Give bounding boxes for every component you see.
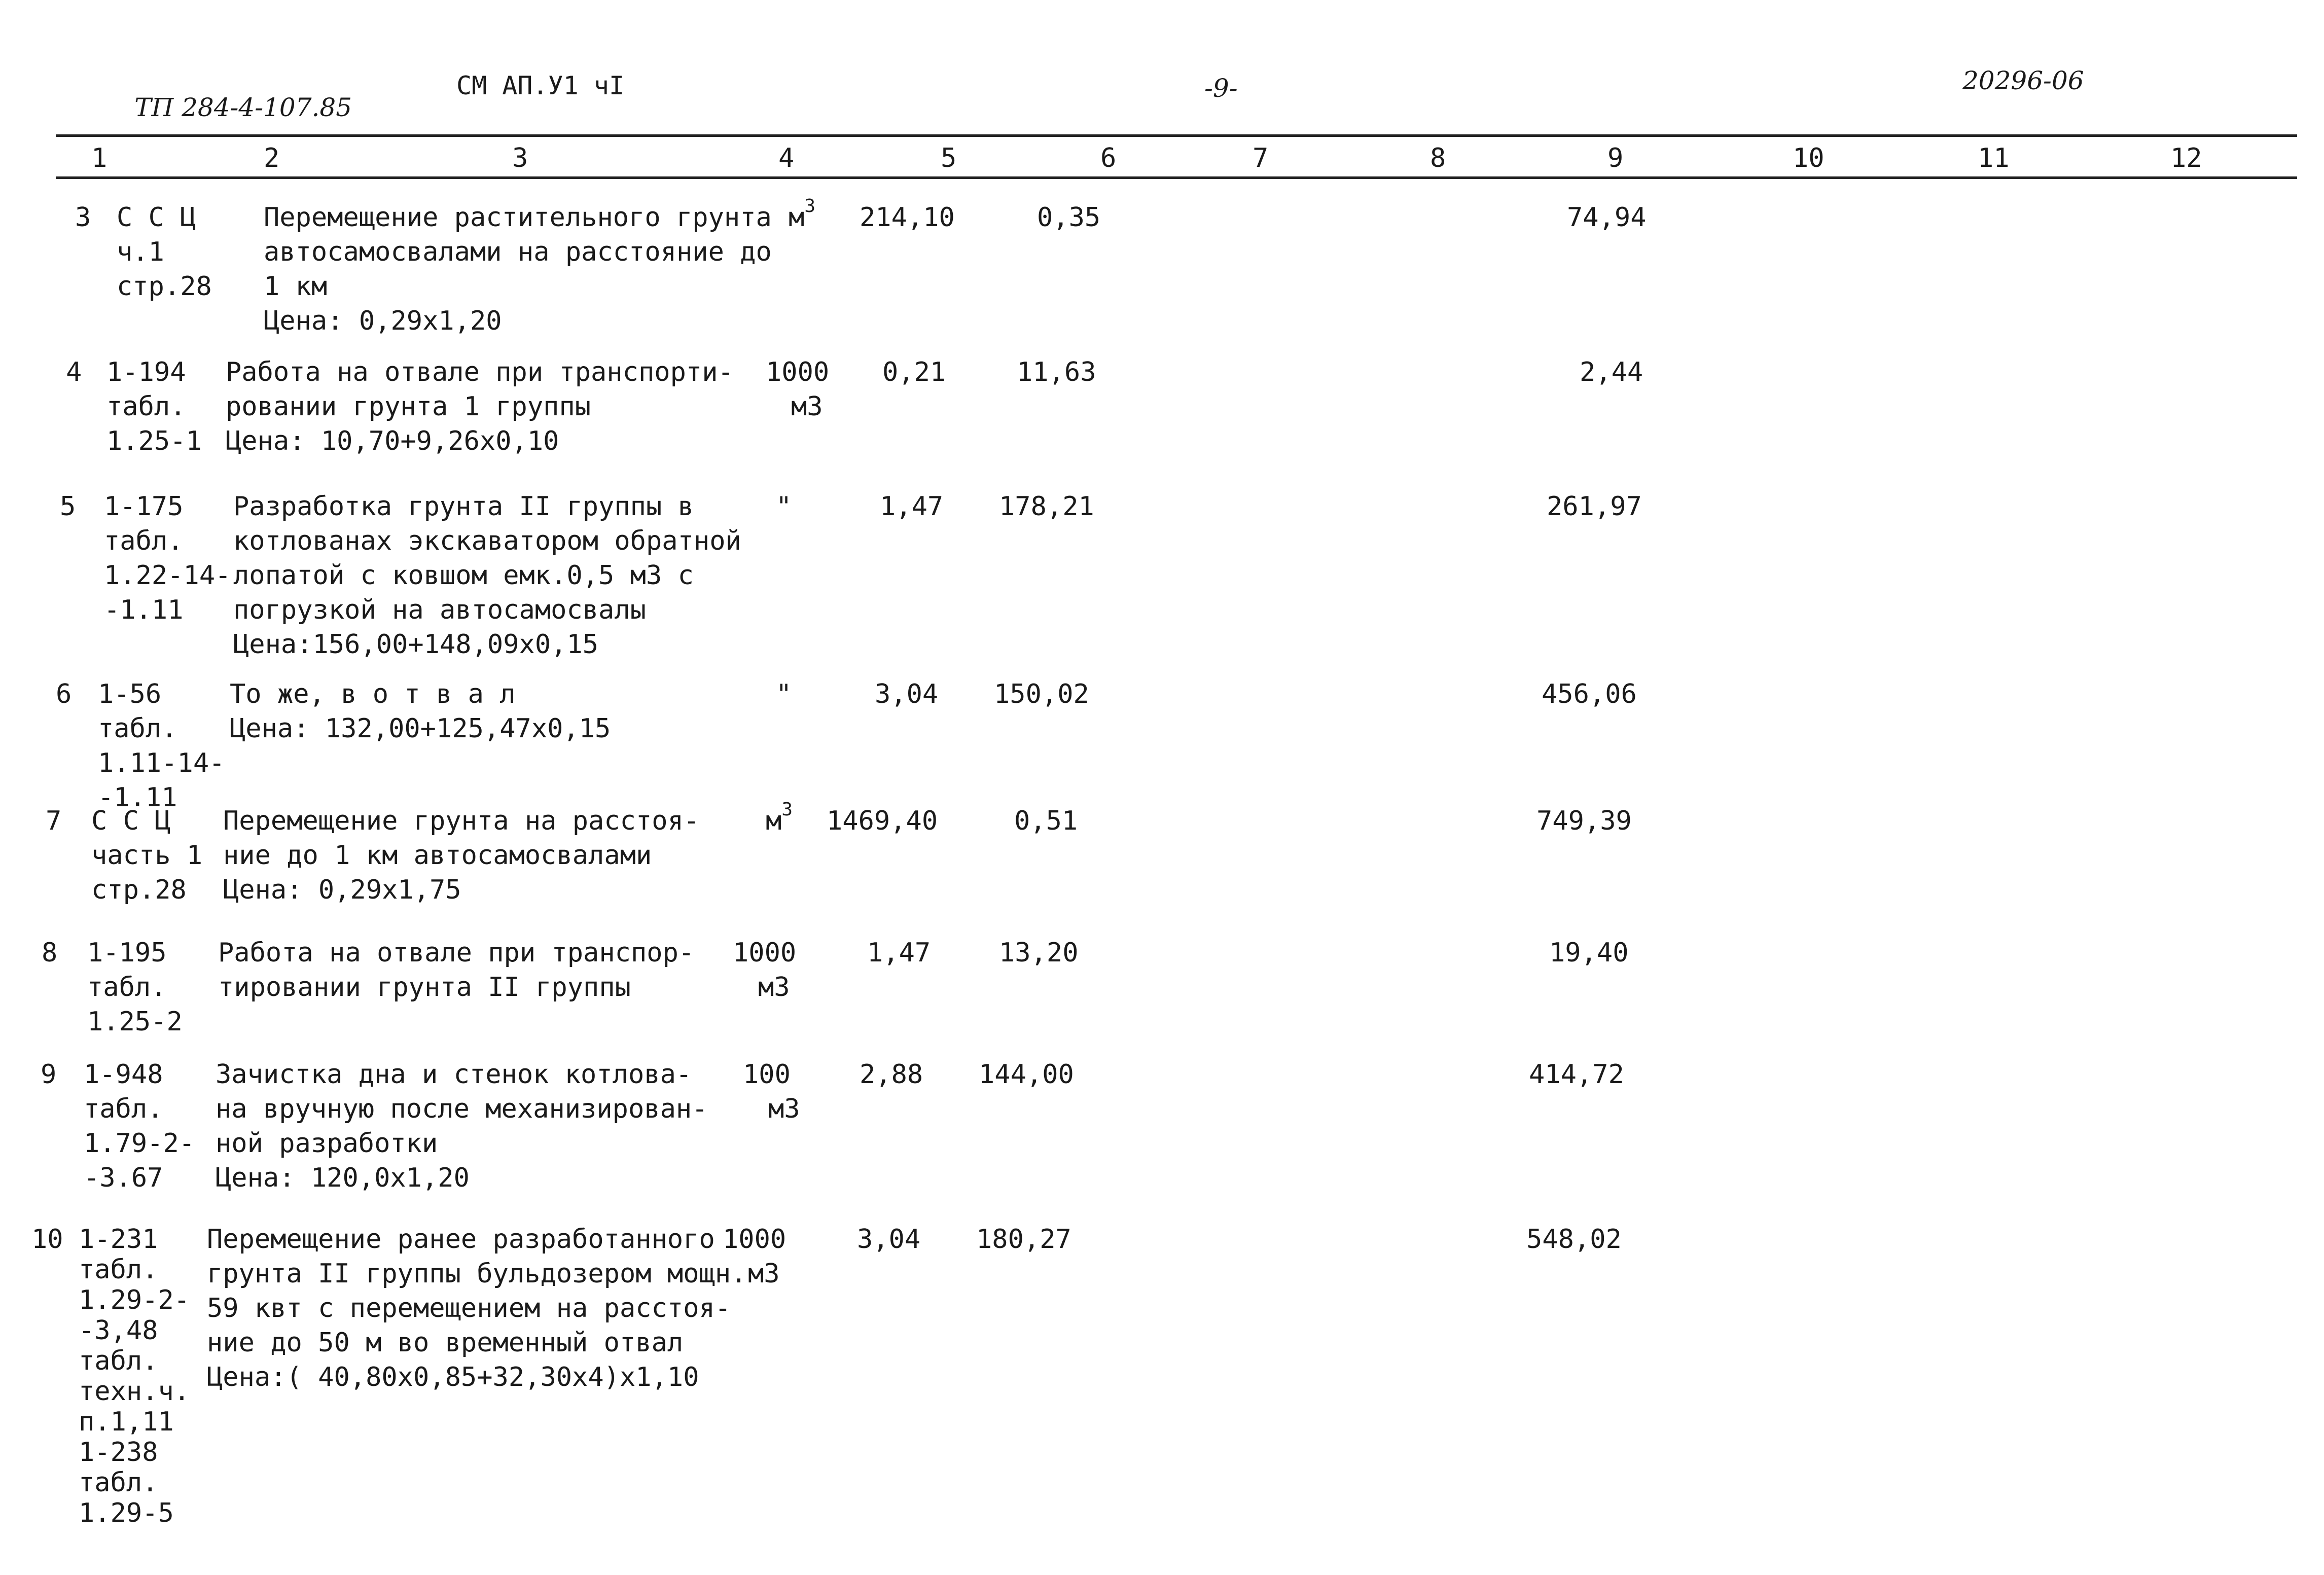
column-number: 4 (778, 143, 795, 173)
work-description-line: на вручную после механизирован- (216, 1094, 708, 1124)
total-cost: 414,72 (1529, 1059, 1624, 1090)
work-description-line: Цена: 0,29х1,75 (223, 875, 461, 905)
work-description-line: автосамосвалами на расстояние до (264, 237, 772, 267)
column-number: 8 (1430, 143, 1446, 173)
rate-code-line: п.1,11 (79, 1407, 174, 1437)
work-description-line: Цена:( 40,80х0,85+32,30х4)х1,10 (207, 1362, 699, 1392)
column-number: 12 (2170, 143, 2202, 173)
unit-of-measure (723, 1222, 786, 1257)
row-number: 7 (46, 806, 62, 836)
rate-code-line: 1-175 (104, 491, 184, 522)
unit-price: 13,20 (999, 938, 1079, 968)
unit-superscript: 3 (804, 196, 815, 217)
row-number: 10 (31, 1224, 63, 1255)
document-number: 20296-06 (1962, 66, 2084, 95)
work-description-line: Работа на отвале при транспорти- (226, 357, 734, 387)
unit-main: 1000 (766, 357, 830, 387)
unit-of-measure (776, 489, 792, 524)
rate-code-line: 1.11-14- (98, 748, 225, 778)
rate-code-line: 1.29-5 (79, 1498, 174, 1528)
unit-price: 180,27 (976, 1224, 1071, 1255)
work-description-line: тировании грунта II группы (218, 972, 631, 1003)
column-number: 6 (1100, 143, 1117, 173)
column-number: 2 (264, 143, 280, 173)
series-code: СМ АП.У1 чI (456, 71, 625, 100)
unit-price: 144,00 (979, 1059, 1074, 1090)
column-number: 7 (1253, 143, 1269, 173)
rate-code-line: 1.79-2- (84, 1128, 195, 1159)
column-number: 1 (91, 143, 108, 173)
unit-price: 11,63 (1017, 357, 1096, 387)
rate-code-line: -3.67 (84, 1163, 163, 1193)
rate-code-line: -1.11 (104, 595, 184, 625)
rate-code-line: стр.28 (117, 271, 212, 302)
column-number: 3 (512, 143, 528, 173)
unit-price: 150,02 (994, 679, 1089, 709)
row-number: 8 (42, 938, 58, 968)
column-number: 5 (941, 143, 957, 173)
work-description-line: Перемещение грунта на расстоя- (223, 806, 700, 836)
rate-code-line: 1.25-2 (87, 1007, 183, 1037)
work-description-line: лопатой с ковшом емк.0,5 м3 с (233, 560, 694, 591)
quantity: 2,88 (860, 1059, 923, 1090)
work-description-line: Цена: 120,0х1,20 (216, 1163, 470, 1193)
total-cost: 19,40 (1549, 938, 1629, 968)
rate-code-line: 1.22-14- (104, 560, 231, 591)
unit-sub: м3 (748, 1259, 780, 1289)
rate-code-line: 1-56 (98, 679, 162, 709)
rate-code-line: 1.25-1 (106, 426, 202, 456)
work-description-line: грунта II группы бульдозером мощн. (207, 1259, 747, 1289)
column-number: 11 (1978, 143, 2010, 173)
row-number: 4 (66, 357, 82, 387)
rate-code-line: табл. (87, 972, 167, 1003)
unit-of-measure (766, 799, 793, 838)
work-description-line: 1 км (264, 271, 328, 302)
rate-code-line: табл. (106, 391, 186, 422)
work-description-line: ние до 1 км автосамосвалами (223, 840, 652, 871)
rate-code-line: табл. (84, 1094, 163, 1124)
rate-code-line: 1-231 (79, 1224, 158, 1255)
unit-of-measure (733, 936, 796, 970)
unit-sub: м3 (768, 1094, 800, 1124)
work-description-line: ной разработки (216, 1128, 438, 1159)
rate-code-line: табл. (79, 1467, 158, 1498)
quantity: 1,47 (867, 938, 931, 968)
rate-code-line: 1.29-2- (79, 1285, 190, 1315)
work-description-line: Цена: 132,00+125,47х0,15 (230, 713, 611, 744)
unit-main: 1000 (723, 1224, 786, 1255)
work-description-line: ровании грунта 1 группы (226, 391, 591, 422)
rate-code-line: 1-948 (84, 1059, 163, 1090)
work-description-line: 59 квт с перемещением на расстоя- (207, 1293, 731, 1323)
unit-price: 178,21 (999, 491, 1094, 522)
rate-code-line: стр.28 (91, 875, 187, 905)
total-cost: 261,97 (1547, 491, 1642, 522)
quantity: 214,10 (860, 202, 955, 233)
unit-of-measure (776, 677, 792, 711)
quantity: 3,04 (857, 1224, 921, 1255)
rate-code-line: 1-194 (106, 357, 186, 387)
header-top-rule (56, 134, 2297, 137)
work-description-line: Цена: 0,29х1,20 (264, 306, 502, 336)
work-description-line: Зачистка дна и стенок котлова- (216, 1059, 692, 1090)
unit-superscript: 3 (781, 799, 793, 820)
rate-code-line: 1-195 (87, 938, 167, 968)
quantity: 1469,40 (827, 806, 938, 836)
rate-code-line: 1-238 (79, 1437, 158, 1467)
rate-code-line: -3,48 (79, 1315, 158, 1346)
rate-code-line: ч.1 (117, 237, 164, 267)
total-cost: 2,44 (1580, 357, 1643, 387)
total-cost: 749,39 (1536, 806, 1632, 836)
unit-main: 100 (743, 1059, 791, 1090)
unit-main: " (776, 679, 792, 709)
work-description-line: Разработка грунта II группы в (233, 491, 694, 522)
document-code: ТП 284-4-107.85 (134, 93, 352, 122)
work-description-line: Цена: 10,70+9,26х0,10 (226, 426, 559, 456)
total-cost: 548,02 (1526, 1224, 1622, 1255)
rate-code-line: табл. (79, 1255, 158, 1285)
column-number: 10 (1793, 143, 1825, 173)
row-number: 5 (60, 491, 76, 522)
rate-code-line: С С Ц (117, 202, 196, 233)
unit-of-measure (743, 1057, 791, 1092)
unit-price: 0,51 (1014, 806, 1078, 836)
work-description-line: погрузкой на автосамосвалы (233, 595, 646, 625)
unit-main: м (789, 202, 805, 233)
rate-code-line: -1.11 (98, 782, 177, 813)
row-number: 3 (75, 202, 91, 233)
column-number: 9 (1607, 143, 1624, 173)
unit-of-measure (766, 355, 829, 389)
rate-code-line: табл. (79, 1346, 158, 1376)
work-description-line: котлованах экскаватором обратной (233, 526, 741, 556)
quantity: 1,47 (880, 491, 944, 522)
unit-of-measure (789, 196, 815, 235)
work-description-line: ние до 50 м во временный отвал (207, 1328, 684, 1358)
quantity: 0,21 (882, 357, 946, 387)
row-number: 6 (56, 679, 72, 709)
quantity: 3,04 (875, 679, 939, 709)
unit-main: " (776, 491, 792, 522)
rate-code-line: С С Ц (91, 806, 171, 836)
unit-price: 0,35 (1037, 202, 1101, 233)
page-number: -9- (1204, 74, 1238, 103)
work-description-line: Перемещение растительного грунта (264, 202, 772, 233)
rate-code-line: табл. (98, 713, 177, 744)
unit-sub: м3 (791, 391, 823, 422)
unit-main: м (766, 806, 782, 836)
unit-sub: м3 (758, 972, 790, 1003)
unit-main: 1000 (733, 938, 797, 968)
work-description-line: То же, в о т в а л (230, 679, 516, 709)
work-description-line: Работа на отвале при транспор- (218, 938, 695, 968)
rate-code-line: табл. (104, 526, 184, 556)
header-bottom-rule (56, 176, 2297, 179)
rate-code-line: часть 1 (91, 840, 203, 871)
work-description-line: Цена:156,00+148,09х0,15 (233, 629, 599, 660)
total-cost: 456,06 (1542, 679, 1637, 709)
work-description-line: Перемещение ранее разработанного (207, 1224, 715, 1255)
row-number: 9 (41, 1059, 57, 1090)
rate-code-line: техн.ч. (79, 1376, 190, 1407)
total-cost: 74,94 (1567, 202, 1647, 233)
